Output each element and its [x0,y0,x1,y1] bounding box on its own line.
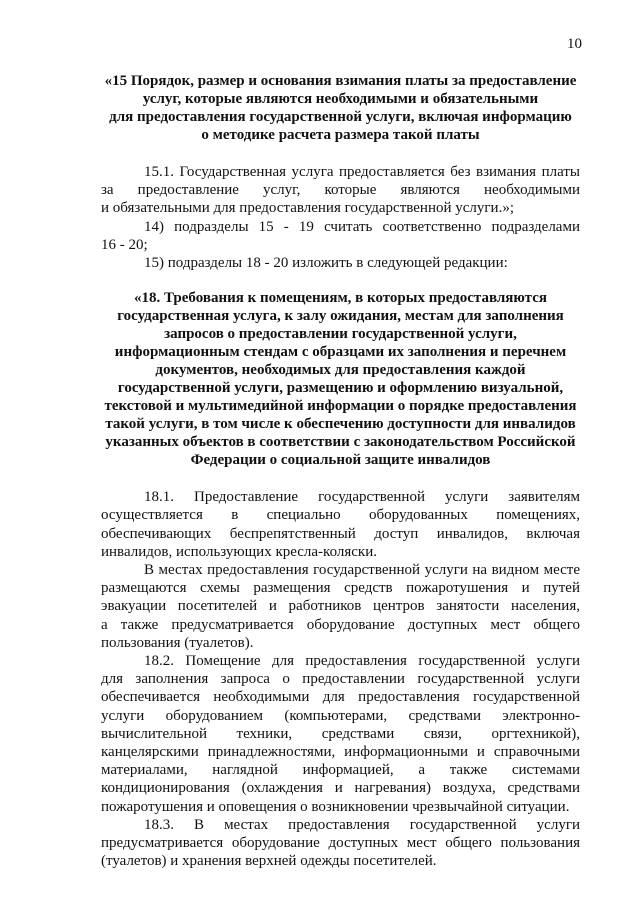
text-line: пользования (туалетов). [101,634,254,651]
text-line: инвалидов, использующих кресла-коляски. [101,543,377,560]
paragraph-18-3 [101,816,580,871]
paragraph-18-1 [101,488,580,561]
text-line: 14) подразделы 15 - 19 считать соответственно подразделами [144,218,580,235]
paragraph-15-1 [101,163,580,218]
page-number: 10 [567,36,582,52]
heading-line: запросов о предоставлении государственной услуги, [164,326,517,343]
text-line: 15) подразделы 18 - 20 изложить в следующей редакции: [144,255,508,272]
text-line: и обязательными для предоставления государственной услуги.»; [101,200,514,217]
paragraph-18-2 [101,652,580,816]
text-line: 18.2. Помещение для предоставления государственной услуги [144,653,580,670]
text-line: обеспечивающих беспрепятственный доступ инвалидов, включая [101,525,580,542]
heading-line: Федерации о социальной защите инвалидов [190,452,491,469]
heading-section-18 [101,289,580,469]
heading-line: «15 Порядок, размер и основания взимания платы за предоставление [104,73,577,89]
paragraph-item-15 [101,254,580,272]
text-line: вычислительной техники, средствами связи, оргтехникой), [101,725,580,742]
text-line: 18.3. В местах предоставления государственной услуги [144,816,580,833]
text-line: обеспечивается необходимыми для предоставления государственной [101,689,580,706]
text-line: услуги оборудованием (компьютерами, средствами электронно- [101,707,580,724]
text-line: для заполнения запроса о предоставлении государственной услуги [101,671,580,688]
heading-line: государственная услуга, к залу ожидания, местам для заполнения [117,308,564,325]
heading-line: указанных объектов в соответствии с законодательством Российской [105,434,576,451]
heading-line: документов, необходимых для предоставления каждой [155,362,526,379]
text-line: В местах предоставления государственной услуги на видном месте [144,562,580,579]
heading-line: услуг, которые являются необходимыми и обязательными [142,91,539,107]
paragraph-places [101,561,580,652]
heading-line: информационным стендам с образцами их заполнения и перечнем [114,344,567,361]
heading-line: текстовой и мультимедийной информации о порядке предоставления [104,398,577,415]
text-line: а также предусматривается оборудование доступных мест общего [101,616,580,633]
heading-line: о методике расчета размера такой платы [201,127,480,143]
text-line: материалами, наглядной информацией, а также системами [101,762,580,779]
text-line: 16 - 20; [101,236,148,253]
text-line: эвакуации посетителей и работников центров занятости населения, [101,598,580,615]
text-line: пожаротушения и оповещения о возникновении чрезвычайной ситуации. [101,798,570,815]
text-line: размещаются схемы размещения средств пожаротушения и путей [101,580,580,597]
text-line: предусматривается оборудование доступных мест общего пользования [101,835,580,852]
heading-line: государственной услуги, размещению и оформлению визуальной, [117,380,564,397]
text-line: кондиционирования (охлаждения и нагревания) воздуха, средствами [101,780,580,797]
heading-section-15 [101,72,580,144]
text-line: канцелярскими принадлежностями, информационными и справочными [101,744,580,761]
text-line: осуществляется в специально оборудованных помещениях, [101,507,580,524]
paragraph-item-14 [101,218,580,254]
text-line: 18.1. Предоставление государственной услуги заявителям [144,489,580,506]
heading-line: такой услуги, в том числе к обеспечению доступности для инвалидов [105,416,576,433]
text-line: (туалетов) и хранения верхней одежды посетителей. [101,853,437,870]
text-line: за предоставление услуг, которые являются необходимыми [101,182,580,199]
text-line: 15.1. Государственная услуга предоставляется без взимания платы [144,164,580,180]
heading-line: для предоставления государственной услуги, включая информацию [109,109,572,125]
page-content [101,72,580,870]
heading-line: «18. Требования к помещениям, в которых предоставляются [133,290,547,307]
